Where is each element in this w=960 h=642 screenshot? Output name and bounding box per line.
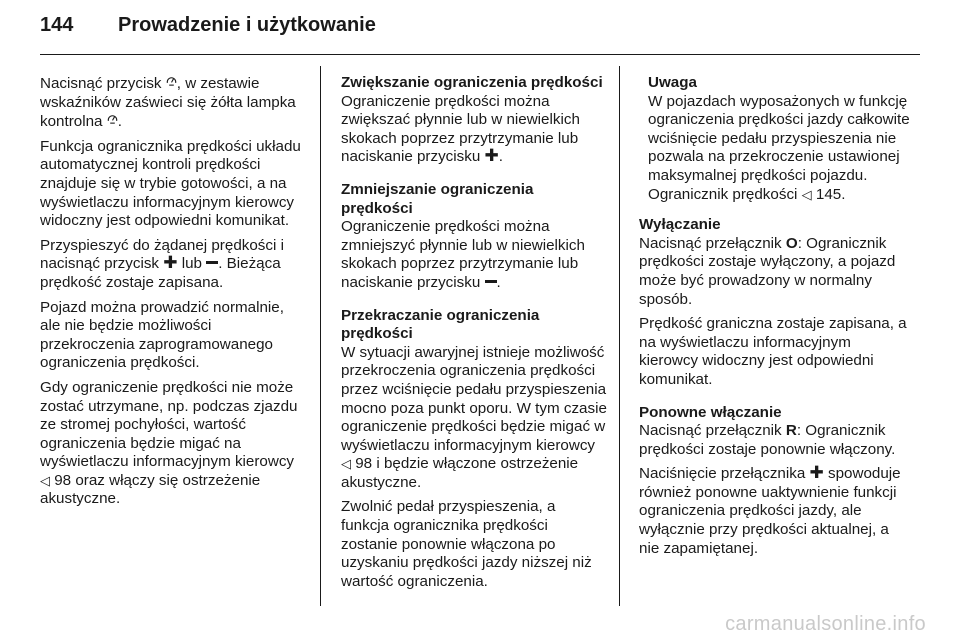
page-ref-arrow-icon: ◁: [341, 456, 351, 472]
text: : Ogranicznik prędkości zostaje ponownie włączony.: [639, 422, 896, 458]
switch-r-symbol: R: [785, 422, 797, 440]
heading-switch-off: Wyłączanie: [639, 216, 721, 234]
paragraph-accelerate: [40, 237, 308, 293]
text: Ograniczenie prędkości można zwiększać płynnie lub w niewielkich skokach poprzez przytrzymanie lub naciskanie przycisku: [341, 92, 580, 166]
text: Gdy ograniczenie prędkości nie może zostać utrzymane, np. podczas zjazdu ze stromej pochyłości, wartość ograniczenia będzie migać na wyświetlaczu informacyjnym kierowcy: [40, 378, 298, 471]
paragraph-decrease: [341, 218, 607, 292]
minus-icon: [485, 280, 497, 283]
text: Nacisnąć przełącznik: [639, 234, 786, 252]
text: Ograniczenie prędkości można zmniejszyć płynnie lub w niewielkich skokach poprzez przytrzymanie lub naciskanie przycisku: [341, 218, 585, 291]
column-3: [639, 74, 911, 564]
text: .: [496, 273, 501, 291]
paragraph-resume: [639, 422, 911, 459]
heading-increase: Zwiększanie ograniczenia prędkości: [341, 74, 603, 91]
text: W pojazdach wyposażonych w funkcję ograniczenia prędkości jazdy całkowite wciśnięcie pedału przyspieszenia nie pozwala na przekroczenie ustawionej maksymalnej prędkości pojazdu. Ogranicznik prędkości: [648, 92, 910, 203]
paragraph-standby: Funkcja ogranicznika prędkości układu automatycznej kontroli prędkości znajduje się w trybie gotowości, a na wyświetlaczu informacyjnym kierowcy widoczny jest odpowiedni komunikat.: [40, 137, 301, 230]
text: Naciśnięcie przełącznika: [639, 465, 810, 483]
text: lub: [177, 255, 207, 273]
paragraph-drive-normally: Pojazd można prowadzić normalnie, ale nie będzie możliwości przekroczenia zaprogramowanego ograniczenia prędkości.: [40, 298, 284, 372]
text: spowoduje również ponowne uaktywnienie funkcji ograniczenia prędkości jazdy, ale wyłącznie przy prędkości aktualnej, a nie zapamiętanej.: [639, 465, 901, 557]
text: i będzie włączone ostrzeżenie akustyczne.: [341, 455, 579, 491]
minus-icon: [206, 261, 218, 264]
heading-decrease: Zmniejszanie ograniczenia prędkości: [341, 180, 534, 217]
column-2: [341, 74, 607, 597]
text: .: [841, 185, 846, 203]
page-ref-arrow-icon: ◁: [801, 186, 812, 202]
column-divider-1: [320, 66, 321, 606]
column-1: [40, 74, 308, 515]
paragraph-limit-stored: Prędkość graniczna zostaje zapisana, a na wyświetlaczu informacyjnym kierowcy widoczny jest odpowiedni komunikat.: [639, 315, 907, 388]
switch-o-symbol: O: [785, 234, 798, 252]
watermark: carmanualsonline.info: [725, 613, 926, 635]
paragraph-press-button: [40, 74, 308, 132]
paragraph-increase: [341, 93, 607, 167]
page-ref-link[interactable]: 98: [54, 471, 72, 489]
paragraph-exceeding: [341, 344, 607, 493]
page-ref-link[interactable]: 145: [815, 185, 842, 203]
text: oraz włączy się ostrzeżenie akustyczne.: [40, 471, 261, 508]
page-ref-arrow-icon: ◁: [40, 472, 50, 488]
plus-icon: ✚: [809, 463, 824, 483]
paragraph-switch-off: [639, 235, 911, 309]
text: Przyspieszyć do żądanej prędkości i nacisnąć przycisk: [40, 236, 284, 273]
page-number: 144: [40, 14, 74, 36]
text: .: [117, 113, 122, 131]
speed-limiter-icon: [107, 112, 118, 126]
text: W sytuacji awaryjnej istnieje możliwość przekroczenia ograniczenia prędkości przez wciśnięcie pedału przyspieszenia mocno poza punkt oporu. W tym czasie ograniczenie prędkości będzie migać w wyświetlaczu informacyjnym kierowcy: [341, 343, 607, 454]
text: Nacisnąć przycisk: [40, 75, 166, 92]
column-divider-2: [619, 66, 620, 606]
note-box: [639, 74, 911, 204]
heading-resume: Ponowne włączanie: [639, 403, 782, 421]
text: Nacisnąć przełącznik: [639, 422, 786, 440]
text: , w zestawie wskaźników zaświeci się żółta lampka kontrolna: [40, 75, 296, 131]
text: . Bieżąca prędkość zostaje zapisana.: [40, 255, 281, 291]
heading-exceeding: Przekraczanie ograniczenia prędkości: [341, 306, 540, 343]
page-header: [40, 14, 376, 46]
page-ref-link[interactable]: 98: [355, 455, 373, 473]
section-title: Prowadzenie i użytkowanie: [118, 14, 376, 36]
text: .: [498, 148, 503, 166]
text: : Ogranicznik prędkości zostaje wyłączony, a pojazd może być prowadzony w normalny sposób.: [639, 234, 896, 308]
paragraph-release-pedal: Zwolnić pedał przyspieszenia, a funkcja ogranicznika prędkości zostanie ponownie włączona po uzyskaniu prędkości jazdy niższej niż wartość ograniczenia.: [341, 498, 592, 590]
plus-icon: ✚: [484, 146, 499, 166]
header-rule: [40, 54, 920, 55]
paragraph-plus-resume: [639, 465, 911, 558]
note-title: Uwaga: [648, 74, 697, 91]
plus-icon: ✚: [163, 253, 178, 273]
note-text: [648, 93, 911, 205]
speed-limiter-icon: [166, 74, 177, 88]
paragraph-cannot-maintain: [40, 379, 308, 509]
